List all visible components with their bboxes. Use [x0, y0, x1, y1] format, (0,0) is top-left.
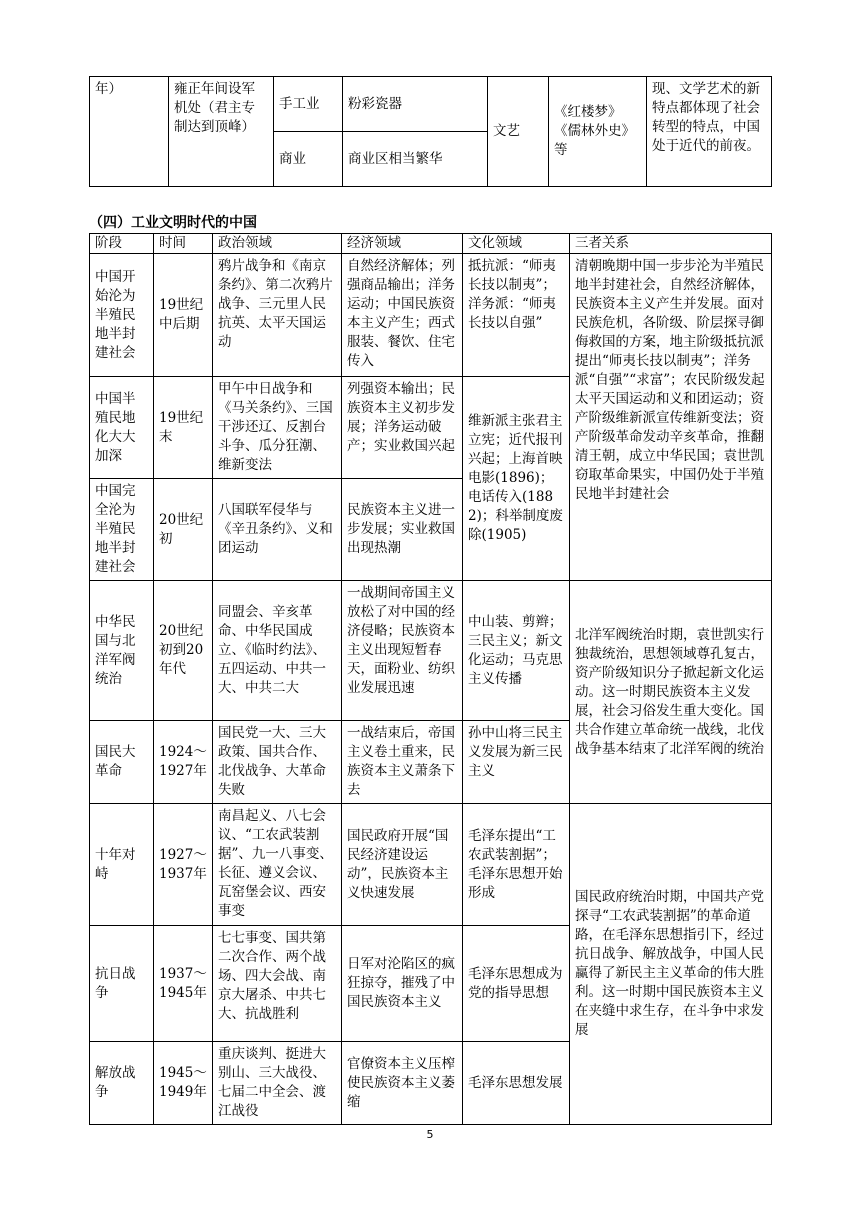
table-row: [90, 254, 772, 377]
summary-cell: 现、文学艺术的新特点都体现了社会转型的特点，中国处于近代的前夜。: [647, 77, 772, 187]
culture-cell: 毛泽东思想成为党的指导思想: [463, 926, 570, 1042]
previous-section-table: [89, 76, 772, 187]
culture-cell: 抵抗派：“师夷长技以制夷”；洋务派：“师夷长技以自强”: [463, 254, 570, 377]
culture-cell: 毛泽东思想发展: [463, 1042, 570, 1125]
table-row: [90, 804, 772, 926]
politics-cell: 鸦片战争和《南京条约》、第二次鸦片战争、三元里人民抗英、太平天国运动: [213, 254, 342, 377]
commerce-label: 商业: [274, 132, 343, 187]
industrial-era-table: [89, 233, 772, 1125]
economy-cell: 列强资本输出；民族资本主义初步发展；洋务运动破产；实业救国兴起: [342, 377, 463, 479]
economy-cell: 一战期间帝国主义放松了对中国的经济侵略；民族资本主义出现短暂春天，面粉业、纺织业发展迅速: [342, 581, 463, 721]
time-cell: 1924～1927年: [154, 721, 213, 804]
header-row: [90, 234, 772, 254]
time-cell: 19世纪中后期: [154, 254, 213, 377]
header-politics: 政治领域: [213, 234, 342, 254]
politics-cell: 重庆谈判、挺进大别山、三大战役、七届二中全会、渡江战役: [213, 1042, 342, 1125]
culture-cell: 中山装、剪辫；三民主义；新文化运动；马克思主义传播: [463, 581, 570, 721]
economy-cell: 日军对沦陷区的疯狂掠夺，摧残了中国民族资本主义: [342, 926, 463, 1042]
time-cell: 1927～1937年: [154, 804, 213, 926]
politics-cell: 国民党一大、三大政策、国共合作、北伐战争、大革命失败: [213, 721, 342, 804]
time-cell: 20世纪初到20年代: [154, 581, 213, 721]
economy-cell: 民族资本主义进一步发展；实业救国出现热潮: [342, 479, 463, 581]
header-culture: 文化领域: [463, 234, 570, 254]
relations-cell: 北洋军阀统治时期，袁世凯实行独裁统治，思想领域尊孔复古，资产阶级知识分子掀起新文化运动。这一时期民族资本主义发展，社会习俗发生重大变化。国共合作建立革命统一战线，北伐战争基本结束了北洋军阀的统治: [570, 581, 772, 804]
commerce-value: 商业区相当繁华: [343, 132, 488, 187]
section-title: （四）工业文明时代的中国: [89, 215, 257, 231]
header-relations: 三者关系: [570, 234, 772, 254]
time-cell: 1945～1949年: [154, 1042, 213, 1125]
economy-cell: 自然经济解体；列强商品输出；洋务运动；中国民族资本主义产生；西式服装、餐饮、住宅传入: [342, 254, 463, 377]
culture-cell: 毛泽东提出“工农武装割据”；毛泽东思想开始形成: [463, 804, 570, 926]
stage-cell: 国民大革命: [90, 721, 154, 804]
time-cell: 20世纪初: [154, 479, 213, 581]
stage-cell: 抗日战争: [90, 926, 154, 1042]
page-number: 5: [426, 1128, 434, 1141]
header-time: 时间: [154, 234, 213, 254]
politics-cell: 同盟会、辛亥革命、中华民国成立、《临时约法》、五四运动、中共一大、中共二大: [213, 581, 342, 721]
time-cell: 19世纪末: [154, 377, 213, 479]
culture-cell: 维新派主张君主立宪；近代报刊兴起；上海首映电影(1896)；电话传入(1882)；科举制度废除(1905): [463, 377, 570, 581]
header-economy: 经济领域: [342, 234, 463, 254]
stage-cell: 十年对峙: [90, 804, 154, 926]
stage-cell: 解放战争: [90, 1042, 154, 1125]
relations-cell: 国民政府统治时期，中国共产党探寻“工农武装割据”的革命道路，在毛泽东思想指引下，经过抗日战争、解放战争，中国人民赢得了新民主主义革命的伟大胜利。这一时期中国民族资本主义在夹缝中求生存，在斗争中求发展: [570, 804, 772, 1125]
culture-cell: 孙中山将三民主义发展为新三民主义: [463, 721, 570, 804]
handicraft-value: 粉彩瓷器: [343, 77, 488, 132]
culture-label: 文艺: [488, 77, 549, 187]
politics-cell: 南昌起义、八七会议、“工农武装割据”、九一八事变、长征、遵义会议、瓦窑堡会议、西安事变: [213, 804, 342, 926]
table-row: [90, 581, 772, 721]
politics-cell: 雍正年间设军机处（君主专制达到顶峰）: [169, 77, 274, 187]
stage-cell: 中华民国与北洋军阀统治: [90, 581, 154, 721]
politics-cell: 七七事变、国共第二次合作、两个战场、四大会战、南京大屠杀、中共七大、抗战胜利: [213, 926, 342, 1042]
culture-value: 《红楼梦》《儒林外史》等: [549, 77, 647, 187]
time-cell: 1937～1945年: [154, 926, 213, 1042]
stage-cell: 中国开始沦为半殖民地半封建社会: [90, 254, 154, 377]
handicraft-label: 手工业: [274, 77, 343, 132]
politics-cell: 甲午中日战争和《马关条约》、三国干涉还辽、反割台斗争、瓜分狂潮、维新变法: [213, 377, 342, 479]
economy-cell: 国民政府开展“国民经济建设运动”，民族资本主义快速发展: [342, 804, 463, 926]
economy-cell: 官僚资本主义压榨使民族资本主义萎缩: [342, 1042, 463, 1125]
stage-cell: 中国完全沦为半殖民地半封建社会: [90, 479, 154, 581]
stage-cell: 中国半殖民地化大大加深: [90, 377, 154, 479]
politics-cell: 八国联军侵华与《辛丑条约》、义和团运动: [213, 479, 342, 581]
economy-cell: 一战结束后，帝国主义卷土重来，民族资本主义萧条下去: [342, 721, 463, 804]
era-cell: 年）: [90, 77, 169, 187]
header-stage: 阶段: [90, 234, 154, 254]
relations-cell: 清朝晚期中国一步步沦为半殖民地半封建社会，自然经济解体，民族资本主义产生并发展。面对民族危机，各阶级、阶层探寻御侮救国的方案，地主阶级抵抗派提出“师夷长技以制夷”；洋务派“自强”“求富”；农民阶级发起太平天国运动和义和团运动；资产阶级维新派宣传维新变法；资产阶级革命发动辛亥革命，推翻清王朝，成立中华民国；袁世凯窃取革命果实，中国仍处于半殖民地半封建社会: [570, 254, 772, 581]
